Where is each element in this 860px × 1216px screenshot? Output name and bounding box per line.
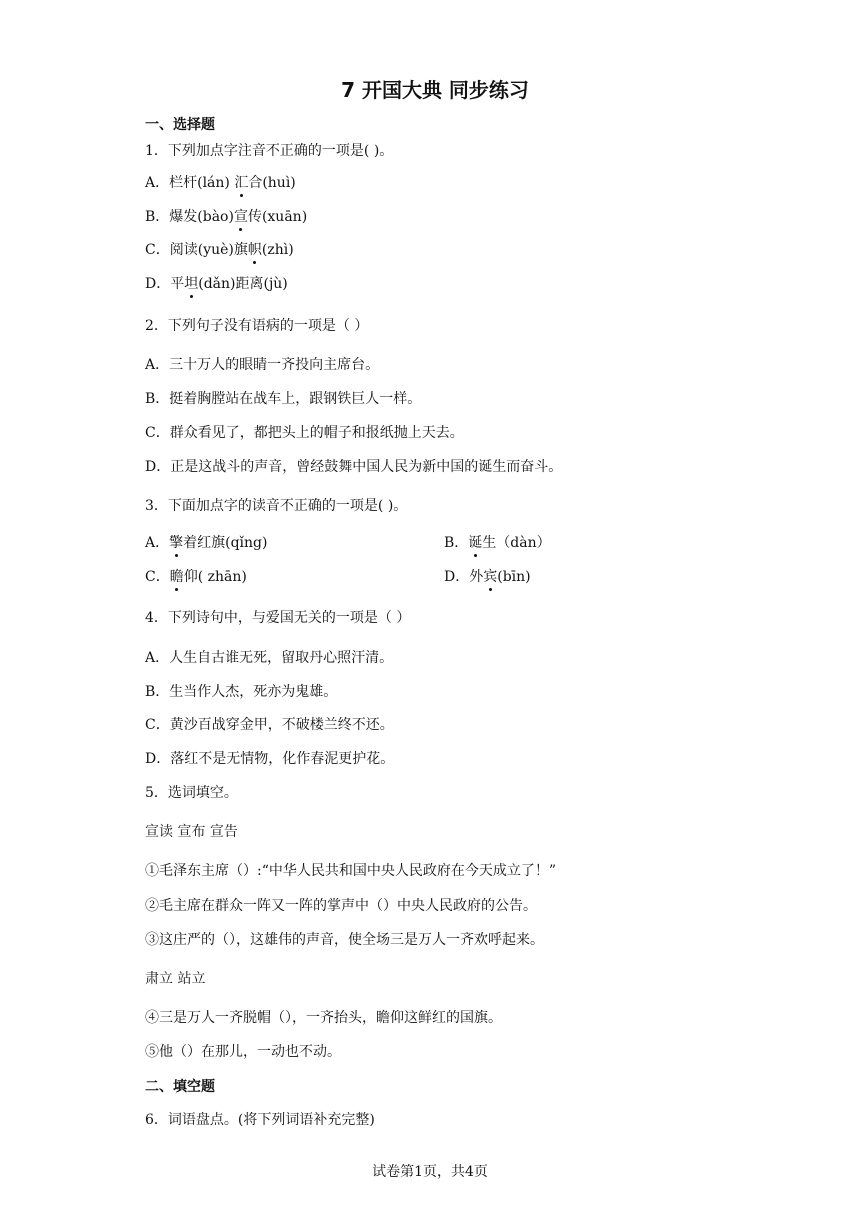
question-3-stem: 3．下面加点字的读音不正确的一项是( )。 [145, 498, 408, 514]
question-4-option-a: A．人生自古谁无死，留取丹心照汗清。 [145, 650, 394, 666]
fill-sentence-2: ②毛主席在群众一阵又一阵的掌声中（）中央人民政府的公告。 [145, 898, 537, 914]
fill-sentence-4: ④三是万人一齐脱帽（），一齐抬头，瞻仰这鲜红的国旗。 [145, 1010, 502, 1026]
question-4-option-b: B．生当作人杰，死亦为鬼雄。 [145, 684, 338, 700]
word-choices-1: 宣读 宣布 宣告 [145, 824, 238, 840]
section-header-choice: 一、选择题 [145, 117, 215, 133]
question-1-option-c: C．阅读(yuè)旗帜(zhì) [145, 242, 294, 258]
question-4-stem: 4．下列诗句中，与爱国无关的一项是（ ） [145, 610, 411, 626]
page-footer: 试卷第1页，共4页 [372, 1164, 488, 1180]
question-2-option-b: B．挺着胸膛站在战车上，跟钢铁巨人一样。 [145, 391, 422, 407]
question-5-stem: 5．选词填空。 [145, 785, 238, 801]
question-4-option-d: D．落红不是无情物，化作春泥更护花。 [145, 751, 395, 767]
question-2-option-a: A．三十万人的眼睛一齐投向主席台。 [145, 357, 380, 373]
question-3-option-d: D．外宾(bīn) [444, 569, 531, 585]
question-6-stem: 6．词语盘点。(将下列词语补充完整) [145, 1112, 375, 1128]
question-2-stem: 2．下列句子没有语病的一项是（ ） [145, 318, 369, 334]
question-2-option-d: D．正是这战斗的声音，曾经鼓舞中国人民为新中国的诞生而奋斗。 [145, 459, 563, 475]
question-2-option-c: C．群众看见了，都把头上的帽子和报纸抛上天去。 [145, 425, 464, 441]
question-1-option-a: A．栏杆(lán) 汇合(huì) [145, 175, 296, 191]
question-3-option-b: B．诞生（dàn） [444, 535, 551, 551]
fill-sentence-3: ③这庄严的（），这雄伟的声音，使全场三是万人一齐欢呼起来。 [145, 932, 544, 948]
page-title: 7 开国大典 同步练习 [341, 78, 529, 102]
question-1-stem: 1．下列加点字注音不正确的一项是( )。 [145, 143, 394, 159]
question-1-option-d: D．平坦(dǎn)距离(jù) [145, 276, 288, 292]
fill-sentence-5: ⑤他（）在那儿，一动也不动。 [145, 1044, 341, 1060]
question-3-option-a: A．擎着红旗(qǐng) [145, 535, 268, 551]
word-choices-2: 肃立 站立 [145, 971, 206, 987]
question-3-option-c: C．瞻仰( zhān) [145, 569, 247, 585]
question-4-option-c: C．黄沙百战穿金甲，不破楼兰终不还。 [145, 717, 394, 733]
fill-sentence-1: ①毛泽东主席（）:“中华人民共和国中央人民政府在今天成立了！” [145, 863, 557, 879]
question-1-option-b: B．爆发(bào)宣传(xuān) [145, 209, 308, 225]
section-header-fill: 二、填空题 [145, 1079, 215, 1095]
